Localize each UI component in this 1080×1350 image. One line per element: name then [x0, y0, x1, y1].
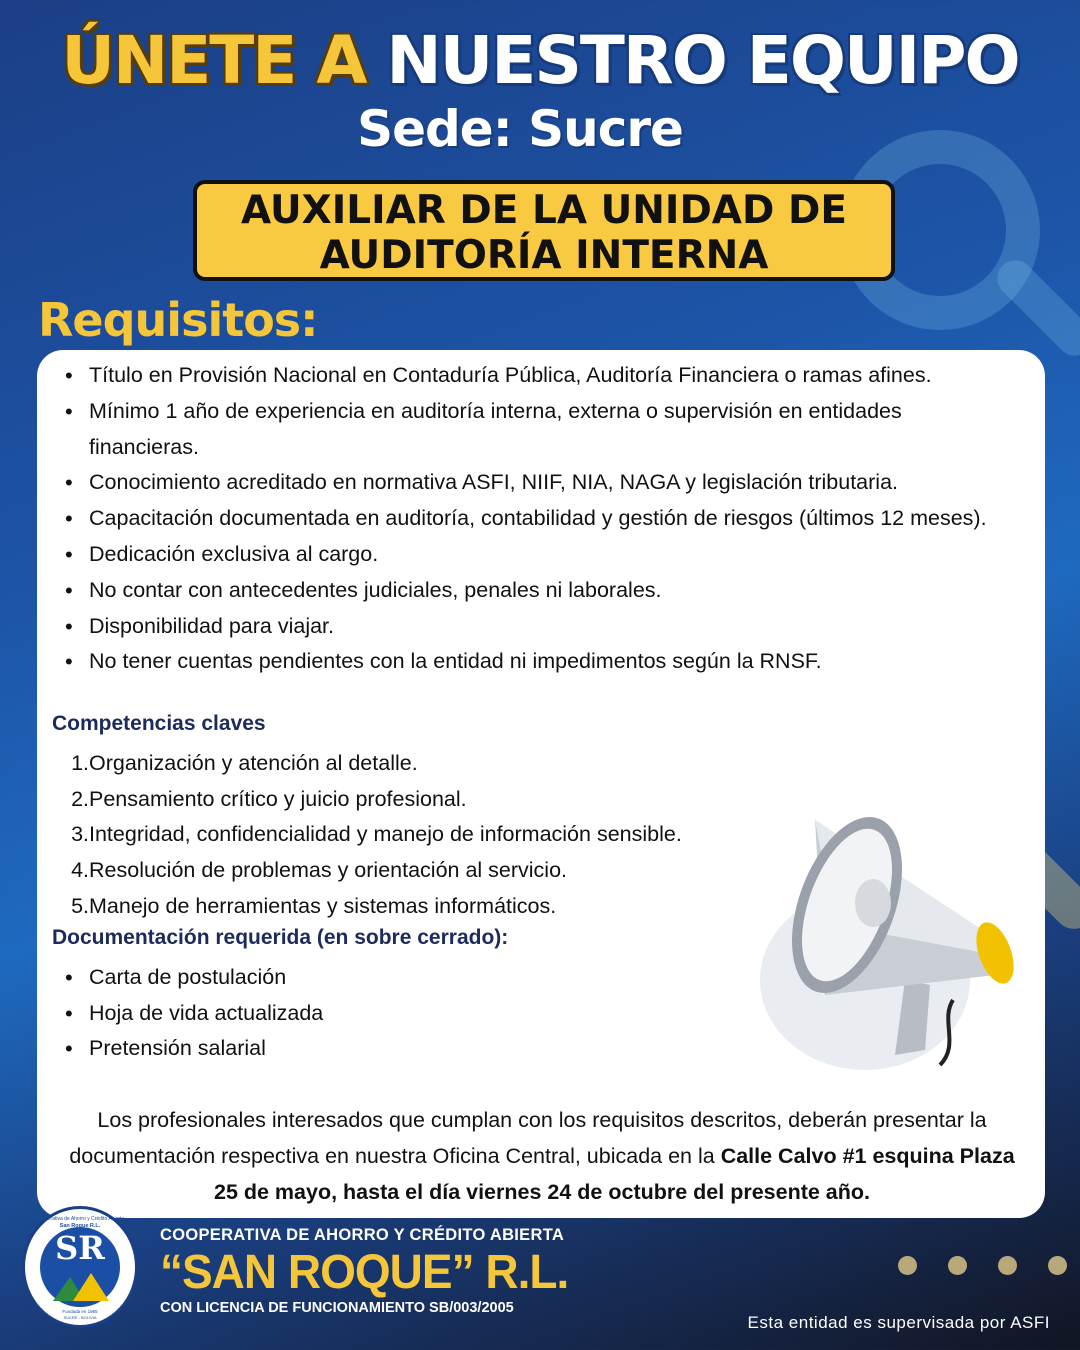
- list-item: [69, 782, 829, 818]
- logo-initials: SR: [55, 1229, 105, 1267]
- decorative-dots: [898, 1256, 1068, 1276]
- title-highlight: ÚNETE A: [61, 22, 366, 99]
- license-number: CON LICENCIA DE FUNCIONAMIENTO SB/003/2005: [160, 1300, 514, 1316]
- list-item: [69, 853, 829, 889]
- item-number: 5.: [71, 893, 89, 918]
- list-item: • Disponibilidad para viajar.: [65, 609, 1010, 645]
- item-text: Organización y atención al detalle.: [89, 751, 418, 775]
- list-item: • Dedicación exclusiva al cargo.: [65, 537, 1010, 573]
- list-item: • Carta de postulación: [65, 960, 565, 996]
- job-title-line1: AUXILIAR DE LA UNIDAD DE: [241, 188, 847, 233]
- logo-ring-bottom: Fundada en 1965: [62, 1309, 98, 1314]
- item-number: 2.: [71, 786, 89, 811]
- competencies-list: [69, 746, 829, 925]
- supervision-note: Esta entidad es supervisada por ASFI: [747, 1313, 1050, 1332]
- list-item: [69, 746, 829, 782]
- list-item: [69, 817, 829, 853]
- job-title-banner: [193, 180, 895, 281]
- list-item: • Capacitación documentada en auditoría, contabilidad y gestión de riesgos (últimos 12 meses).: [65, 501, 1010, 537]
- item-number: 4.: [71, 858, 89, 883]
- documents-heading: Documentación requerida (en sobre cerrado):: [52, 926, 509, 949]
- requirements-list: [65, 358, 1010, 680]
- background-magnifier-handle: [990, 253, 1080, 363]
- item-text: Pensamiento crítico y juicio profesional.: [89, 786, 467, 811]
- closing-text: Los profesionales interesados que cumplan con los requisitos descritos, deberán presentar la documentación respectiva en nuestra Oficina Central, ubicada en la: [69, 1108, 987, 1168]
- cooperative-type: COOPERATIVA DE AHORRO Y CRÉDITO ABIERTA: [160, 1226, 565, 1244]
- item-text: Integridad, confidencialidad y manejo de información sensible.: [89, 822, 682, 847]
- list-item: • Pretensión salarial: [65, 1031, 565, 1067]
- list-item: • No tener cuentas pendientes con la entidad ni impedimentos según la RNSF.: [65, 644, 1010, 680]
- competencies-heading: Competencias claves: [52, 712, 266, 735]
- item-number: 3.: [71, 822, 89, 847]
- item-text: Manejo de herramientas y sistemas informáticos.: [89, 893, 557, 918]
- logo-ring-city: SUCRE - BOLIVIA: [63, 1315, 97, 1320]
- page-title: [0, 18, 1080, 104]
- megaphone-icon: [755, 805, 1025, 1080]
- logo-emblem-icon: [25, 1209, 135, 1325]
- documents-list: [65, 960, 565, 1067]
- closing-paragraph: [57, 1102, 1027, 1210]
- logo-ring-name: San Roque R.L.: [59, 1223, 101, 1229]
- list-item: • No contar con antecedentes judiciales, penales ni laborales.: [65, 573, 1010, 609]
- san-roque-logo: [22, 1206, 138, 1328]
- location-subtitle: Sede: Sucre: [357, 100, 683, 158]
- title-main: NUESTRO EQUIPO: [386, 22, 1019, 99]
- item-text: Resolución de problemas y orientación al servicio.: [89, 858, 568, 883]
- item-number: 1.: [71, 751, 89, 775]
- list-item: [69, 889, 829, 925]
- list-item: • Conocimiento acreditado en normativa ASFI, NIIF, NIA, NAGA y legislación tributaria.: [65, 465, 1010, 501]
- list-item: • Hoja de vida actualizada: [65, 996, 565, 1032]
- logo-ring-top: Cooperativa de Ahorro y Crédito Abierta: [35, 1216, 125, 1222]
- requirements-heading: Requisitos:: [38, 293, 318, 347]
- list-item: • Título en Provisión Nacional en Contaduría Pública, Auditoría Financiera o ramas afines.: [65, 358, 1010, 394]
- requirements-card: [37, 350, 1045, 1218]
- cooperative-name: “SAN ROQUE” R.L.: [160, 1243, 569, 1299]
- closing-address: Calle Calvo #1 esquina Plaza 25 de mayo, hasta el día viernes 24 de octubre del presente año.: [213, 1144, 1015, 1204]
- list-item: • Mínimo 1 año de experiencia en auditoría interna, externa o supervisión en entidades financieras.: [65, 394, 1010, 466]
- job-title-line2: AUDITORÍA INTERNA: [319, 233, 769, 278]
